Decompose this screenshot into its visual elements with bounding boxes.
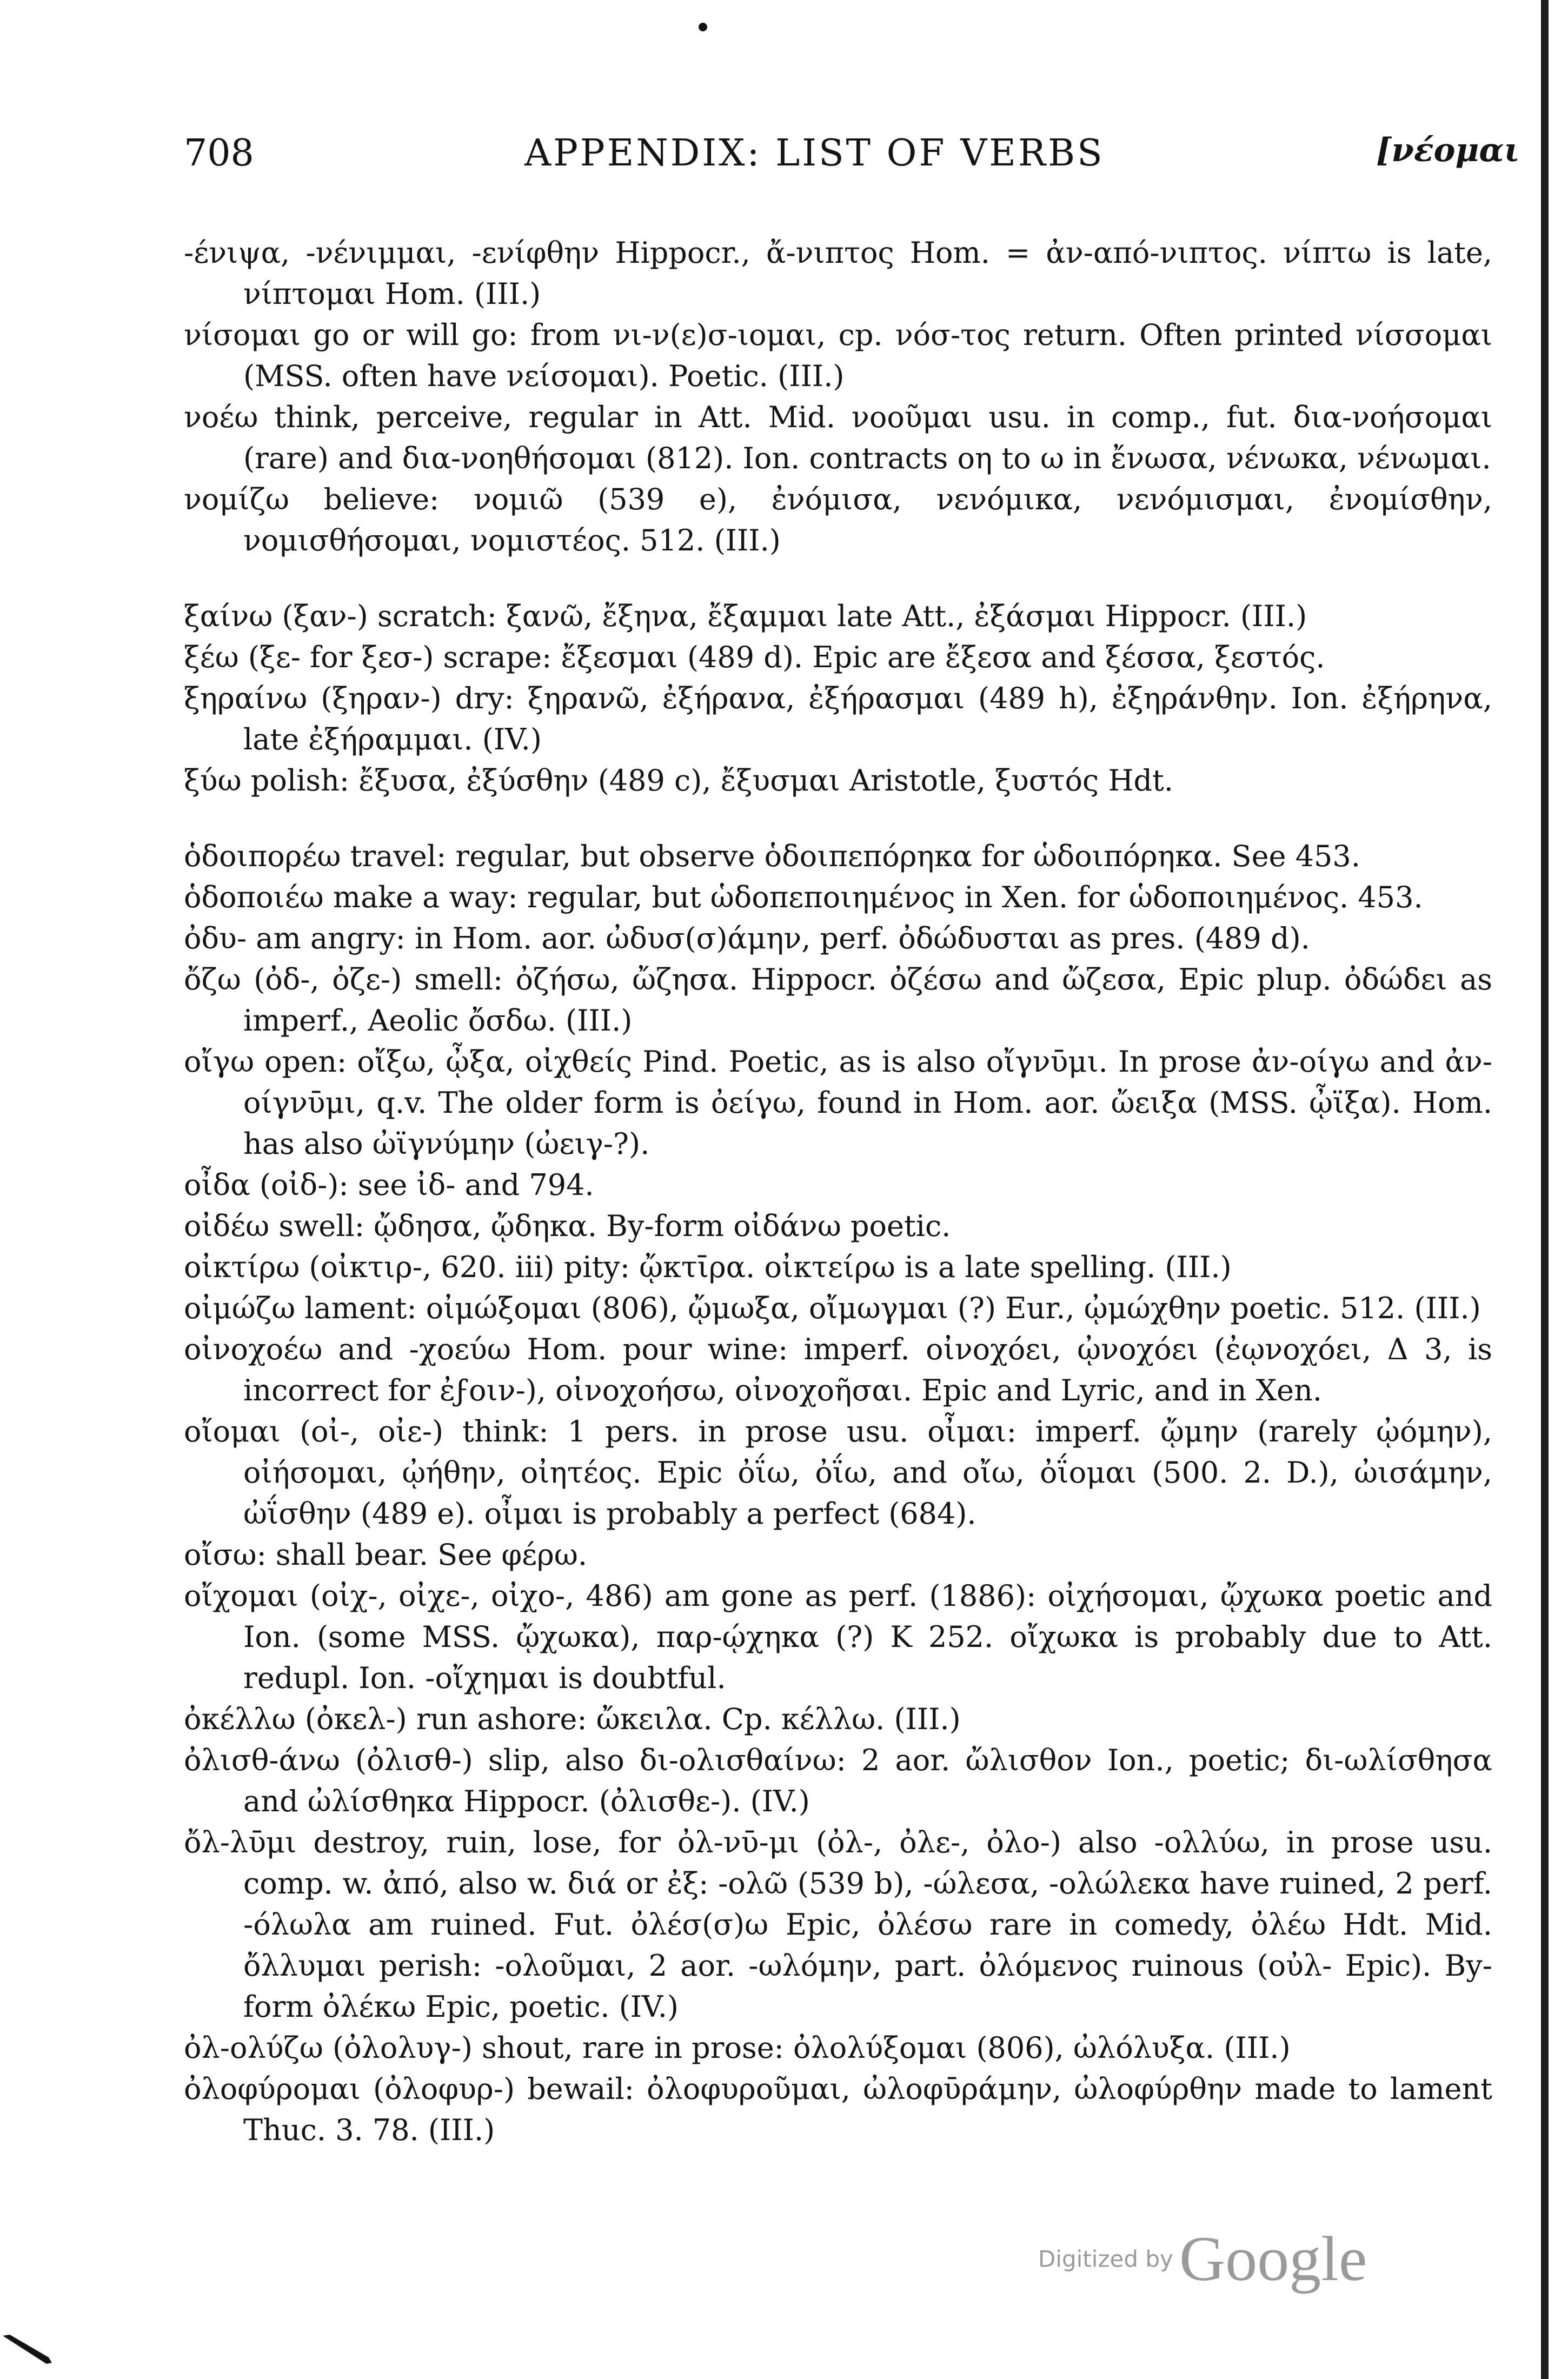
guide-word: [νέομαι [1376, 131, 1520, 169]
running-title: APPENDIX: LIST OF VERBS [524, 132, 1105, 175]
ink-dot [699, 23, 707, 31]
binding-edge [1541, 0, 1549, 2379]
entry-olisthano: ὀλισθ-άνω (ὀλισθ-) slip, also δι-ολισθαίνω: 2 aor. ὤλισθον Ion., poetic; δι-ωλίσθησα and ὠλίσθηκα Hippocr. (ὀλισθε-). (IV.) [184, 1743, 1492, 1818]
verb-list [184, 232, 1492, 2151]
entry-xeraino: ξηραίνω (ξηραν-) dry: ξηρανῶ, ἐξήρανα, ἐξήρασμαι (489 h), ἐξηράνθην. Ion. ἐξήρηνα, late ἐξήραμμαι. (IV.) [184, 681, 1492, 756]
page-number: 708 [184, 132, 254, 175]
digitized-watermark [1038, 2222, 1367, 2296]
entry-ody: ὀδυ- am angry: in Hom. aor. ὠδυσ(σ)άμην, perf. ὀδώδυσται as pres. (489 d). [184, 921, 1310, 955]
entry-oiomai: οἴομαι (οἰ-, οἰε-) think: 1 pers. in prose usu. οἶμαι: imperf. ᾤμην (rarely ᾠόμην), οἰήσομαι, ᾠήθην, οἰητέος. Epic ὀΐω, ὀΐω, and οἴω, ὀΐομαι (500. 2. D.), ὠισάμην, ὠΐσθην (489 e). οἶμαι is probably a perfect (684). [184, 1414, 1492, 1531]
entry-xeo: ξέω (ξε- for ξεσ-) scrape: ἔξεσμαι (489 d). Epic are ἔξεσα and ξέσσα, ξεστός. [184, 640, 1325, 674]
entry-oichomai: οἴχομαι (οἰχ-, οἰχε-, οἰχο-, 486) am gone as perf. (1886): οἰχήσομαι, ᾤχωκα poetic and Ion. (some MSS. ᾤχωκα), παρ-ῴχηκα (?) K 252. οἴχωκα is probably due to Att. redupl. Ion. -οἴχημαι is doubtful. [184, 1579, 1492, 1695]
entry-nomizo: νομίζω believe: νομιῶ (539 e), ἐνόμισα, νενόμικα, νενόμισμαι, ἐνομίσθην, νομισθήσομαι, νομιστέος. 512. (III.) [184, 482, 1492, 557]
entry-hodoiporeo: ὁδοιπορέω travel: regular, but observe ὁδοιπεπόρηκα for ὡδοιπόρηκα. See 453. [184, 839, 1360, 873]
entry-nisomai: νίσομαι go or will go: from νι-ν(ε)σ-ιομαι, cp. νόσ-τος return. Often printed νίσσομαι (MSS. often have νείσομαι). Poetic. (III.) [184, 318, 1492, 393]
entry-ozo: ὄζω (ὀδ-, ὀζε-) smell: ὀζήσω, ὤζησα. Hippocr. ὀζέσω and ὤζεσα, Epic plup. ὀδώδει as imperf., Aeolic ὄσδω. (III.) [184, 962, 1492, 1038]
entry-noeo: νοέω think, perceive, regular in Att. Mid. νοοῦμαι usu. in comp., fut. δια-νοήσομαι (rare) and δια-νοηθήσομαι (812). Ion. contracts οη to ω in ἔνωσα, νένωκα, νένωμαι. [184, 400, 1492, 475]
entry-ollymi: ὄλ-λῡμι destroy, ruin, lose, for ὀλ-νῡ-μι (ὀλ-, ὀλε-, ὀλο-) also -ολλύω, in prose usu. comp. w. ἀπό, also w. διά or ἐξ: -ολῶ (539 b), -ώλεσα, -ολώλεκα have ruined, 2 perf. -όλωλα am ruined. Fut. ὀλέσ(σ)ω Epic, ὀλέσω rare in comedy, ὀλέω Hdt. Mid. ὄλλυμαι perish: -ολοῦμαι, 2 aor. -ωλόμην, part. ὀλόμενος ruinous (οὐλ- Epic). By-form ὀλέκω Epic, poetic. (IV.) [184, 1825, 1492, 2024]
entry-oinochoeo: οἰνοχοέω and -χοεύω Hom. pour wine: imperf. οἰνοχόει, ᾠνοχόει (ἐῳνοχόει, Δ 3, is incorrect for ἐϝοιν-), οἰνοχοήσω, οἰνοχοῆσαι. Epic and Lyric, and in Xen. [184, 1332, 1492, 1407]
scan-corner-mark [0, 2325, 65, 2379]
entry-ololyzo: ὀλ-ολύζω (ὀλολυγ-) shout, rare in prose: ὀλολύξομαι (806), ὠλόλυξα. (III.) [184, 2031, 1291, 2065]
entry-oigo: οἴγω open: οἴξω, ᾦξα, οἰχθείς Pind. Poetic, as is also οἴγνῡμι. In prose ἀν-οίγω and ἀν-οίγνῡμι, q.v. The older form is ὀείγω, found in Hom. aor. ὤειξα (MSS. ᾦϊξα). Hom. has also ὠϊγνύμην (ὠειγ-?). [184, 1045, 1492, 1161]
entry-oimozo: οἰμώζω lament: οἰμώξομαι (806), ᾤμωξα, οἴμωγμαι (?) Eur., ᾠμώχθην poetic. 512. (III.) [184, 1291, 1481, 1325]
entry-xaino: ξαίνω (ξαν-) scratch: ξανῶ, ἔξηνα, ἔξαμμαι late Att., ἐξάσμαι Hippocr. (III.) [184, 599, 1307, 633]
entry-okello: ὀκέλλω (ὀκελ-) run ashore: ὤκειλα. Cp. κέλλω. (III.) [184, 1702, 961, 1736]
entry-oideo: οἰδέω swell: ᾤδησα, ᾤδηκα. By-form οἰδάνω poetic. [184, 1209, 951, 1243]
watermark-prefix: Digitized by [1038, 2245, 1173, 2272]
entry-oiktiro: οἰκτίρω (οἰκτιρ-, 620. iii) pity: ᾤκτῑρα. οἰκτείρω is a late spelling. (III.) [184, 1250, 1232, 1284]
google-logo: Google [1179, 2223, 1367, 2294]
entry-oiso: οἴσω: shall bear. See φέρω. [184, 1538, 588, 1572]
entry-continuation: -ένιψα, -νένιμμαι, -ενίφθην Hippocr., ἄ-νιπτος Hom. = ἀν-από-νιπτος. νίπτω is late, νίπτομαι Hom. (III.) [184, 236, 1492, 311]
entry-hodopoieo: ὁδοποιέω make a way: regular, but ὡδοπεποιημένος in Xen. for ὡδοποιημένος. 453. [184, 880, 1423, 914]
entry-oida: οἶδα (οἰδ-): see ἰδ- and 794. [184, 1168, 594, 1202]
entry-olophyromai: ὀλοφύρομαι (ὀλοφυρ-) bewail: ὀλοφυροῦμαι, ὠλοφῡράμην, ὠλοφύρθην made to lament Thuc. 3. 78. (III.) [184, 2072, 1492, 2147]
entry-xyo: ξύω polish: ἔξυσα, ἐξύσθην (489 c), ἔξυσμαι Aristotle, ξυστός Hdt. [184, 763, 1173, 798]
